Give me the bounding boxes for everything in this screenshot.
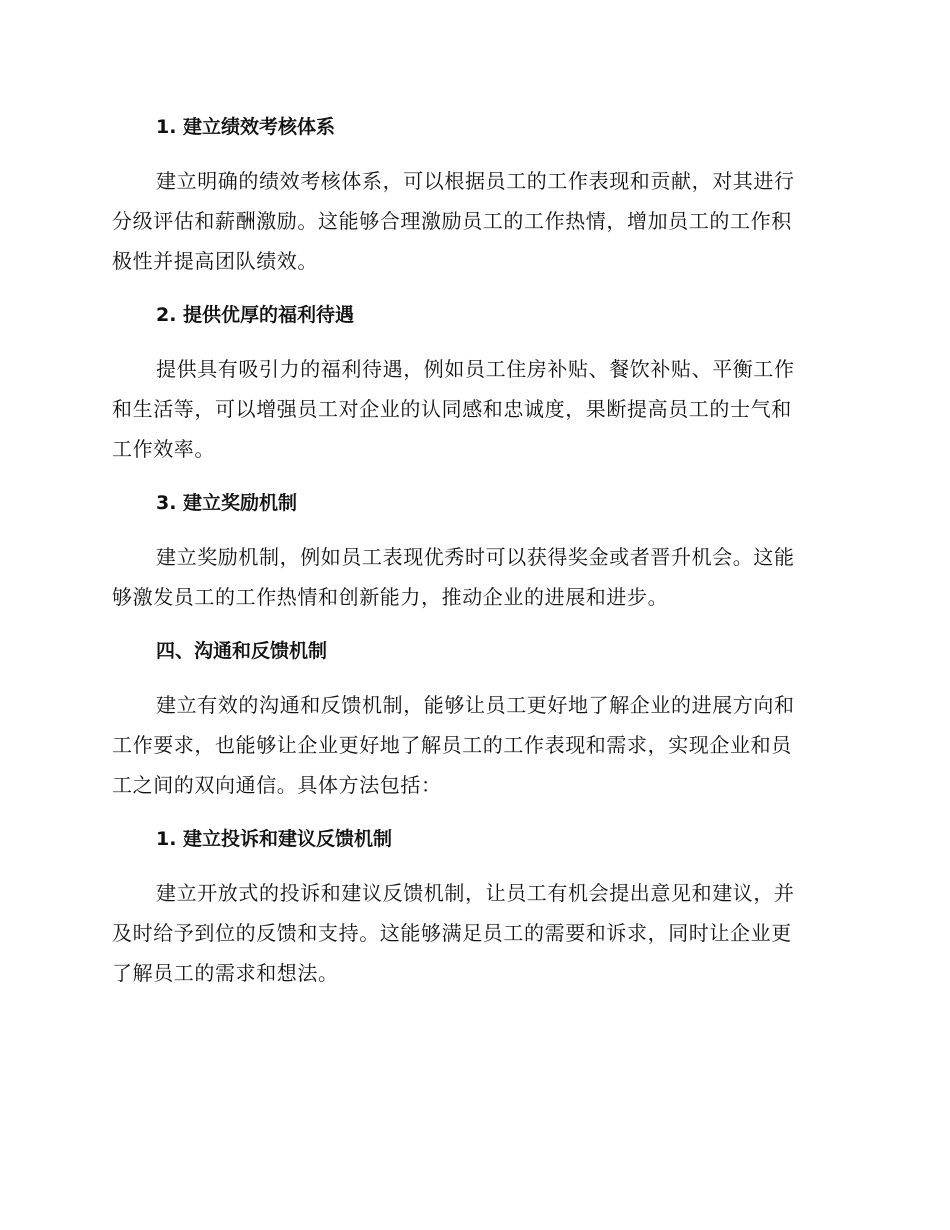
section-heading: 2. 提供优厚的福利待遇 — [156, 304, 355, 326]
paragraph-line: 建立奖励机制，例如员工表现优秀时可以获得奖金或者晋升机会。这能 — [156, 545, 795, 569]
paragraph-line: 及时给予到位的反馈和支持。这能够满足员工的需要和诉求，同时让企业更 — [112, 921, 792, 945]
section-reward-mechanism — [112, 483, 832, 617]
document-body — [112, 107, 832, 993]
paragraph-line: 了解员工的需求和想法。 — [112, 961, 339, 985]
paragraph-line: 工之间的双向通信。具体方法包括： — [112, 773, 442, 797]
paragraph-line: 分级评估和薪酬激励。这能够合理激励员工的工作热情，增加员工的工作积 — [112, 209, 792, 233]
paragraph-line: 工作要求，也能够让企业更好地了解员工的工作表现和需求，实现企业和员 — [112, 733, 792, 757]
paragraph-line: 提供具有吸引力的福利待遇，例如员工住房补贴、餐饮补贴、平衡工作 — [156, 357, 795, 381]
paragraph-line: 极性并提高团队绩效。 — [112, 249, 318, 273]
section-heading: 1. 建立投诉和建议反馈机制 — [156, 828, 393, 850]
section-complaint-suggestion — [112, 819, 832, 993]
section-paragraph — [112, 161, 832, 281]
paragraph-line: 建立明确的绩效考核体系，可以根据员工的工作表现和贡献，对其进行 — [156, 169, 795, 193]
section-paragraph — [112, 537, 832, 617]
paragraph-line: 建立有效的沟通和反馈机制，能够让员工更好地了解企业的进展方向和 — [156, 693, 795, 717]
section-performance-appraisal — [112, 107, 832, 281]
paragraph-line: 工作效率。 — [112, 437, 215, 461]
section-communication-feedback — [112, 631, 832, 805]
section-paragraph — [112, 873, 832, 993]
section-heading: 3. 建立奖励机制 — [156, 492, 298, 514]
paragraph-line: 够激发员工的工作热情和创新能力，推动企业的进展和进步。 — [112, 585, 669, 609]
paragraph-line: 和生活等，可以增强员工对企业的认同感和忠诚度，果断提高员工的士气和 — [112, 397, 792, 421]
section-paragraph — [112, 685, 832, 805]
section-heading: 1. 建立绩效考核体系 — [156, 116, 336, 138]
paragraph-line: 建立开放式的投诉和建议反馈机制，让员工有机会提出意见和建议，并 — [156, 881, 795, 905]
section-paragraph — [112, 349, 832, 469]
section-welfare-benefits — [112, 295, 832, 469]
section-heading: 四、沟通和反馈机制 — [156, 640, 328, 662]
